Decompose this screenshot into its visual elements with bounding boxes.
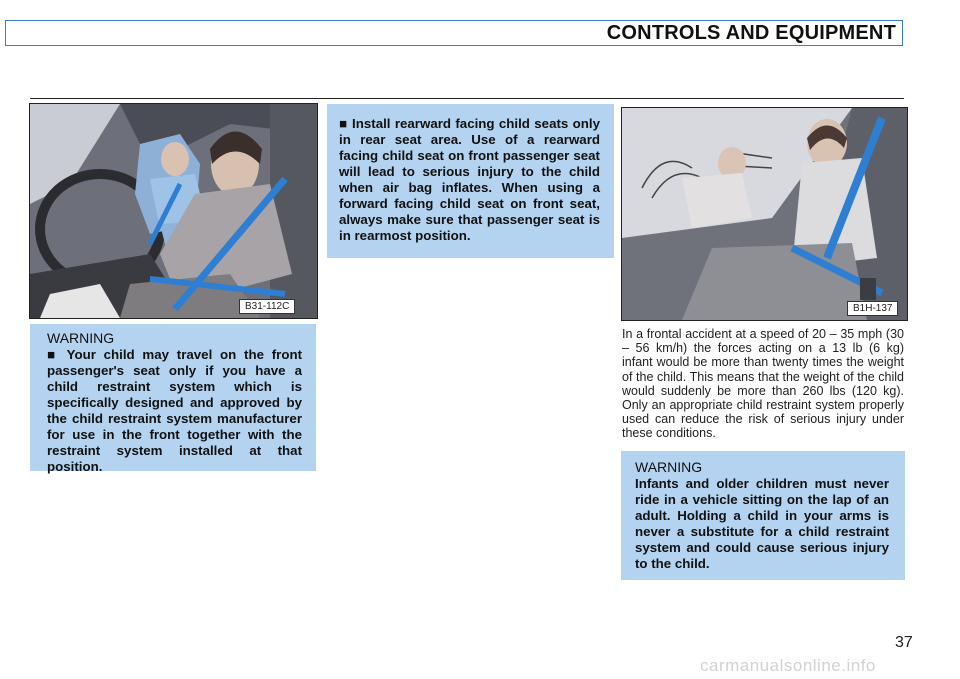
warning-box-lap [621, 451, 905, 580]
page-number: 37 [895, 634, 913, 651]
figure-label: B1H-137 [847, 301, 898, 316]
watermark: carmanualsonline.info [700, 656, 876, 675]
warning-text: ■ Your child may travel on the front passenger's seat only if you have a child restraint system which is specifically designed and approved by the child restraint system manufacturer for use in the front together with the restraint system installed at that position. [47, 347, 302, 474]
horizontal-rule [30, 98, 904, 99]
body-paragraph: In a frontal accident at a speed of 20 – 35 mph (30 – 56 km/h) the forces acting on a 13 lb (6 kg) infant would be more than twenty times the weight of the child. This means that the weight of the child would suddenly be more than 260 lbs (120 kg). Only an appropriate child restraint system properly used can reduce the risk of serious injury under these conditions. [622, 327, 904, 441]
warning-box-front-seat [30, 324, 316, 474]
illustration-infant-on-lap [621, 107, 908, 321]
warning-box-rearward-seat [327, 104, 614, 258]
warning-text: ■ Install rearward facing child seats only in rear seat area. Use of a rearward facing child seat on front passenger seat will lead to serious injury to the child when air bag inflates. When using a forward facing child seat on front seat, always make sure that passenger seat is in rearmost position. [339, 116, 600, 243]
illustration-front-seat-child [29, 103, 318, 319]
figure-label: B31-112C [239, 299, 295, 314]
warning-heading: WARNING [47, 330, 115, 346]
section-title: CONTROLS AND EQUIPMENT [606, 22, 896, 44]
header-box [5, 20, 903, 46]
warning-text: Infants and older children must never ride in a vehicle sitting on the lap of an adult. Holding a child in your arms is never a substitute for a child restraint system and could cause serious injury to the child. [635, 476, 889, 571]
warning-heading: WARNING [635, 459, 703, 475]
